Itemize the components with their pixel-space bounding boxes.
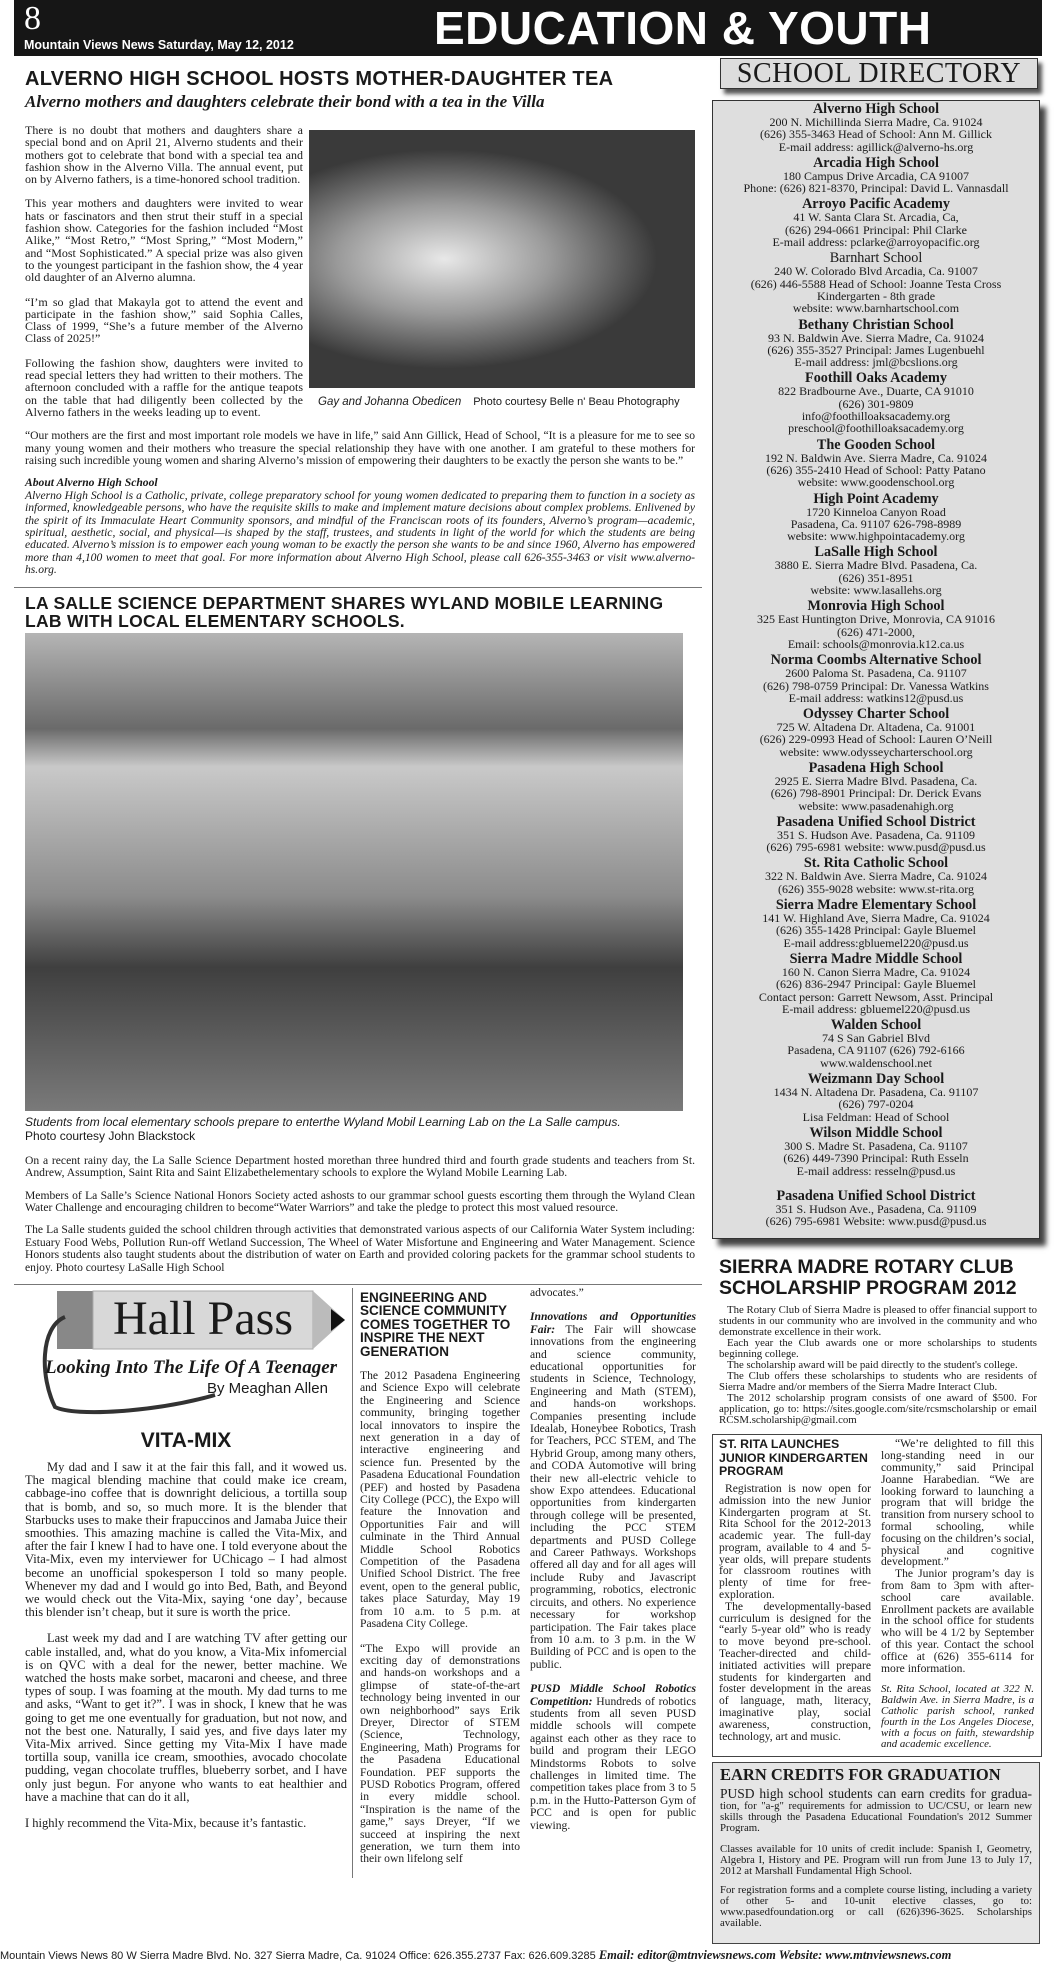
school-detail-line: (626) 355-2410 Head of School: Patty Patano bbox=[766, 462, 986, 477]
alverno-quote-block bbox=[25, 430, 695, 576]
school-detail-line: (626) 294-0661 Principal: Phil Clarke bbox=[785, 222, 967, 237]
directory-entry bbox=[713, 251, 1039, 314]
fair-text: The Fair will showcase innovations from the engineering and science community, educational opportunities for students in Science, Technology, Engineering and Math (STEM), and hands-on workshops. Companies presenting include Idealab, Honeybee Robotics, Trash for Teachers, PCC STEM, and The Hybrid Group, among many others, and CODA Automotive will bring their new all-electric vehicle to show Expo attendees. Educational opportunities from kindergarten through college will be presented, including the PCC STEM departments and PUSD College and Career Pathways. Workshops offered all day and for all ages will include Ruby and Javascript programming, robotics, electronic circuits, and others. No experience necessary for workshop participation. The Fair takes place from 10 a.m. to 3 p.m. in the W Building of PCC and is open to the public. bbox=[530, 1322, 696, 1671]
school-detail-line: E-mail address: agillick@alverno-hs.org bbox=[778, 139, 974, 154]
mobile-learning-lab-photo bbox=[25, 633, 683, 1111]
paragraph: Last week my dad and I are watching TV after getting our cable installed, and, what do you know, a Vita-Mix infomercial is on QVC with a deal for the newer, better machine. We watched the hosts make sorbet, macaroni and cheese, and three types of soup. I was foaming at the mouth. My dad turns to me and asks, “Want to get it?”. I was in shock, I knew that he was going to get me one eventually for graduation, but not now, and not the best one. Naturally, I said yes, and five days later my Vita-Mix arrived. Since getting my Vita-Mix I have made tortilla soup, vanilla ice cream, smoothies, avocado chocolate pudding, vegan chocolate truffles, blueberry sorbet, and I have only just begun. For anyone who wants to eat healthier and have a machine that can do it all, bbox=[25, 1631, 347, 1804]
school-name: Pasadena Unified School District bbox=[776, 1187, 976, 1204]
paragraph: This year mothers and daughters were invited to wear hats or fascinators and then strut their stuff in a special fashion show. Categories for the fashion included “Most Alike,” “Most Retro,” “Most Spring,” “Most Modern,” and “Most Sophisticated.” A special prize was also given to the youngest participant in the fashion show, the 4 year old daughter of an Alverno alumna. bbox=[25, 196, 303, 285]
paragraph: Each year the Club awards one or more scholarships to students beginning college. bbox=[719, 1337, 1037, 1361]
about-title: About Alverno High School bbox=[25, 476, 158, 490]
school-detail-line: 725 W. Altadena Dr. Altadena, Ca. 91001 bbox=[776, 720, 976, 735]
engineering-col1-text bbox=[360, 1370, 520, 1866]
hall-pass-logo bbox=[35, 1287, 345, 1417]
school-detail-line: 240 W. Colorado Blvd Arcadia, Ca. 91007 bbox=[774, 264, 978, 279]
school-detail-line: Kindergarten - 8th grade bbox=[816, 288, 936, 303]
photo-credit: Photo courtesy John Blackstock bbox=[25, 1128, 196, 1143]
school-detail-line: 325 East Huntington Drive, Monrovia, CA 91016 bbox=[757, 612, 995, 627]
paragraph: On a recent rainy day, the La Salle Science Department hosted morethan three hundred third and fourth grade students and teachers from St. Andrew, Assumption, Saint Rita and Saint Elizabethelementary schools to explore the Wyland Mobile Learning Lab. bbox=[25, 1153, 695, 1180]
school-detail-line: 41 W. Santa Clara St. Arcadia, Ca, bbox=[793, 210, 959, 225]
paragraph: The 2012 scholarship program consists of one award of $500. For application, go to: https://sites.google.com/site/rcsmscholarship or email RCSM.scholarship@gmail.com bbox=[719, 1392, 1037, 1427]
school-detail-line: Pasadena, CA 91107 (626) 792-6166 bbox=[787, 1043, 965, 1058]
school-detail-line: website: www.barnhartschool.com bbox=[792, 301, 960, 316]
st-rita-col1 bbox=[719, 1438, 871, 1750]
school-detail-line: 3880 E. Sierra Madre Blvd. Pasadena, Ca. bbox=[774, 558, 978, 573]
robotics-text: Hundreds of robotics students from all seven PUSD middle schools will compete against each other as they race to build and program their LEGO Mindstorms Robots to solve challenges in limited time. The competition takes place from 3 to 5 p.m. in the Hutto-Patterson Gym of PCC and is open for public viewing. bbox=[530, 1694, 696, 1832]
directory-entry bbox=[713, 1018, 1039, 1069]
school-detail-line: (626) 795-6981 website: www.pusd@pusd.us bbox=[766, 840, 986, 855]
paragraph: Following the fashion show, daughters were invited to read special letters they had written to their mothers. The afternoon concluded with a raffle for the antique teapots on the table that had diligently been collected by the Alverno fathers in the weeks leading up to event. bbox=[25, 355, 303, 419]
st-rita-box bbox=[712, 1434, 1042, 1757]
directory-entry bbox=[713, 952, 1039, 1015]
directory-entry bbox=[713, 1126, 1039, 1177]
paragraph: “I’m so glad that Makayla got to attend the event and participate in the fashion show,” said Sophia Calles, Class of 1999, “She’s a future member of the Alverno Class of 2025!” bbox=[25, 294, 303, 346]
credits-lead-big: PUSD high school students can earn credits for gradua- bbox=[720, 1786, 1032, 1802]
lasalle-headline: LA SALLE SCIENCE DEPARTMENT SHARES WYLAND MOBILE LEARNING LAB WITH LOCAL ELEMENTARY SCHOOLS. bbox=[25, 592, 664, 631]
rotary-body bbox=[719, 1305, 1037, 1426]
vita-mix-body bbox=[25, 1461, 347, 1830]
school-detail-line: preschool@foothilloaksacademy.org bbox=[788, 421, 964, 436]
directory-entry bbox=[713, 815, 1039, 854]
logo-tagline: Looking Into The Life Of A Teenager bbox=[45, 1356, 338, 1378]
school-detail-line: 93 N. Baldwin Ave. Sierra Madre, Ca. 91024 bbox=[767, 330, 985, 345]
school-name: Pasadena Unified School District bbox=[776, 813, 976, 830]
alverno-top-row bbox=[25, 124, 697, 430]
directory-entry bbox=[713, 102, 1039, 153]
byline: By Meaghan Allen bbox=[207, 1379, 328, 1397]
directory-entry bbox=[713, 371, 1039, 434]
school-name: Weizmann Day School bbox=[807, 1071, 945, 1088]
school-detail-line: Lisa Feldman: Head of School bbox=[802, 1109, 950, 1124]
directory-entry bbox=[713, 653, 1039, 704]
paragraph: “The Expo will provide an exciting day of demonstrations and hands-on workshops and a glimpse of state-of-the-art technology being invented in our own neighborhood” says Erik Dreyer, Director of STEM (Science, Technology, Engineering, Math) Programs for the Pasadena Educational Foundation. PEF supports the PUSD Robotics Program, offered in every middle school. “Inspiration is the name of the game,” says Dreyer, “If we succeed at inspiring the next generation, we turn them into their own lifelong self bbox=[360, 1641, 520, 1866]
school-detail-line: (626) 449-7390 Principal: Ruth Esseln bbox=[783, 1151, 969, 1166]
school-detail-line: info@foothilloaksacademy.org bbox=[801, 409, 951, 424]
paragraph: The scholarship award will be paid directly to the student's college. bbox=[727, 1359, 1018, 1372]
fair-title: Innovations and Opportunities Fair: bbox=[530, 1310, 696, 1336]
school-detail-line: 2925 E. Sierra Madre Blvd. Pasadena, Ca. bbox=[774, 773, 978, 788]
lasalle-photo-caption bbox=[25, 1115, 695, 1143]
st-rita-col2 bbox=[881, 1438, 1034, 1750]
paragraph: I highly recommend the Vita-Mix, because it’s fantastic. bbox=[25, 1816, 307, 1831]
engineering-headline: ENGINEERING AND SCIENCE COMMUNITY COMES TOGETHER TO INSPIRE THE NEXT GENERATION bbox=[360, 1289, 511, 1359]
school-detail-line: (626) 301-9809 bbox=[838, 396, 914, 411]
paragraph: The 2012 Pasadena Engineering and Science Expo will celebrate the Engineering and Science community, bringing together local innovators to inspire the next generation in a day of interactive engineering and science fun. Presented by the Pasadena Educational Foundation (PEF) and hosted by Pasadena City College (PCC), the Expo will feature the Innovation and Opportunities Fair and will culminate in the Third Annual Middle School Robotics Competition of the Pasadena Unified School District. The free event, open to the general public, takes place Saturday, May 19 from 10 a.m. to 5 p.m. at Pasadena City College. bbox=[360, 1368, 520, 1631]
directory-entry bbox=[713, 856, 1039, 895]
directory-entry bbox=[713, 318, 1039, 369]
credits-headline: EARN CREDITS FOR GRADUATION bbox=[720, 1765, 1001, 1785]
school-name: Norma Coombs Alternative School bbox=[770, 652, 982, 669]
directory-entry bbox=[713, 438, 1039, 489]
school-detail-line: (626) 229-0993 Head of School: Lauren O’Neill bbox=[759, 732, 993, 747]
robotics-paragraph bbox=[530, 1683, 696, 1832]
school-detail-line: 200 N. Michillinda Sierra Madre, Ca. 91024 bbox=[769, 115, 983, 129]
school-detail-line: (626) 798-8901 Principal: Dr. Derick Evans bbox=[770, 786, 982, 801]
school-name: Walden School bbox=[830, 1017, 922, 1034]
st-rita-col1-text bbox=[719, 1483, 871, 1743]
school-name: The Gooden School bbox=[816, 436, 936, 453]
caption-text: Students from local elementary schools prepare to enterthe Wyland Mobil Learning Lab on the La Salle campus. bbox=[25, 1114, 621, 1129]
school-name: St. Rita Catholic School bbox=[803, 855, 949, 872]
school-name: High Point Academy bbox=[813, 490, 939, 507]
school-detail-line: Pasadena, Ca. 91107 626-798-8989 bbox=[790, 516, 962, 531]
school-detail-line: website: www.pasadenahigh.org bbox=[798, 798, 954, 813]
school-detail-line: 351 S. Hudson Ave., Pasadena, Ca. 91109 bbox=[775, 1201, 977, 1216]
paragraph: Classes available for 10 units of credit include: Spanish I, Geometry, Algebra I, History and PE. Program will run from June 13 to July 17, 2012 at Marshall Fundamental High School. bbox=[720, 1843, 1032, 1878]
school-detail-line: 300 S. Madre St. Pasadena, Ca. 91107 bbox=[784, 1138, 968, 1153]
directory-entry bbox=[713, 156, 1039, 195]
school-detail-line: 1720 Kinneloa Canyon Road bbox=[806, 504, 946, 519]
st-rita-headline: ST. RITA LAUNCHES JUNIOR KINDERGARTEN PROGRAM bbox=[719, 1437, 868, 1479]
school-detail-line: E-mail address: pclarke@arroyopacific.org bbox=[772, 235, 980, 250]
school-name: Arroyo Pacific Academy bbox=[802, 196, 950, 213]
masthead bbox=[14, 0, 1042, 56]
robotics-title: PUSD Middle School Robotics Competition: bbox=[530, 1682, 696, 1708]
school-detail-line: website: www.lasallehs.org bbox=[810, 583, 942, 598]
school-directory-label: SCHOOL DIRECTORY bbox=[720, 58, 1038, 89]
school-detail-line: (626) 797-0204 bbox=[838, 1097, 914, 1112]
directory-entry bbox=[713, 898, 1039, 949]
school-name: Odyssey Charter School bbox=[802, 706, 950, 723]
school-detail-line: 322 N. Baldwin Ave. Sierra Madre, Ca. 91024 bbox=[764, 869, 988, 884]
directory-entry bbox=[713, 1072, 1039, 1123]
school-detail-line: (626) 471-2000, bbox=[837, 624, 915, 639]
school-detail-line: www.waldenschool.net bbox=[820, 1055, 932, 1070]
school-detail-line: Email: schools@monrovia.k12.ca.us bbox=[787, 636, 965, 651]
school-name: Arcadia High School bbox=[813, 154, 939, 171]
engineering-col1 bbox=[360, 1285, 520, 1878]
earn-credits-box bbox=[712, 1762, 1040, 1944]
school-name: Monrovia High School bbox=[807, 598, 945, 615]
paragraph: The Club offers these scholarships to students who are residents of Sierra Madre and/or members of the Sierra Madre Interact Club. bbox=[719, 1370, 1037, 1394]
school-detail-line: 1434 N. Altadena Dr. Pasadena, Ca. 91107 bbox=[773, 1085, 979, 1100]
school-detail-line: E-mail address: watkins12@pusd.us bbox=[788, 690, 964, 705]
school-name: Wilson Middle School bbox=[809, 1124, 943, 1141]
school-detail-line: 2600 Paloma St. Pasadena, Ca. 91107 bbox=[785, 666, 967, 681]
directory-entry bbox=[713, 545, 1039, 596]
alverno-headline: ALVERNO HIGH SCHOOL HOSTS MOTHER-DAUGHTER TEA bbox=[25, 68, 614, 90]
paper-date: Mountain Views News Saturday, May 12, 2012 bbox=[24, 38, 294, 52]
school-name: LaSalle High School bbox=[814, 544, 938, 561]
school-detail-line: 180 Campus Drive Arcadia, CA 91007 bbox=[783, 168, 969, 183]
school-detail-line: 74 S San Gabriel Blvd bbox=[822, 1031, 930, 1046]
school-detail-line: website: www.highpointacademy.org bbox=[787, 529, 965, 544]
fair-paragraph bbox=[530, 1311, 696, 1671]
school-detail-line: (626) 355-3527 Principal: James Lugenbuehl bbox=[767, 342, 985, 357]
school-detail-line: (626) 355-1428 Principal: Gayle Bluemel bbox=[776, 923, 976, 938]
school-detail-line: Contact person: Garrett Newsom, Asst. Principal bbox=[758, 989, 994, 1004]
credits-lead bbox=[720, 1787, 1032, 1834]
school-detail-line: 192 N. Baldwin Ave. Sierra Madre, Ca. 91024 bbox=[764, 450, 988, 465]
school-name: Sierra Madre Middle School bbox=[789, 950, 963, 967]
paragraph: The Junior program’s day is from 8am to 3pm with after-school care available. Enrollment packets are available in the school office for students who will be 4 1/2 by September of this year. Contact the school office at (626) 355-6114 for more information. bbox=[881, 1567, 1034, 1675]
alverno-quote: “Our mothers are the first and most important role models we have in life,” said Ann Gillick, Head of School, “It is a pleasure for me to see so many young women and their mothers who treasure the special relationship they have with one another. I am grateful to these mothers for raising such incredible young women and sharing Alverno’s mission of empowering their daughters to be exactly the person she wants to be.” bbox=[25, 429, 695, 468]
st-rita-col2-text bbox=[881, 1438, 1034, 1674]
school-detail-line: E-mail address: jml@bcslions.org bbox=[794, 355, 958, 370]
school-detail-line: website: www.goodenschool.org bbox=[797, 475, 955, 490]
alverno-photo-block bbox=[309, 130, 695, 430]
school-detail-line: 351 S. Hudson Ave. Pasadena, Ca. 91109 bbox=[777, 827, 975, 842]
paragraph: “We’re delighted to fill this long-standing need in our community,” said Principal Joanne Harabedian. “We are looking forward to launching a program that will bridge the transition from nursery school to formal schooling, while focusing on the children’s social, physical and cognitive development.” bbox=[881, 1437, 1034, 1569]
paragraph: Members of La Salle’s Science National Honors Society acted ashosts to our grammar school guests escorting them through the Wyland Clean Water Challenge and encouraging children to become“Water Warriors” and take the pledge to protect this most valued resource. bbox=[25, 1188, 695, 1214]
school-name: Sierra Madre Elementary School bbox=[775, 897, 977, 914]
directory-entry bbox=[713, 707, 1039, 758]
directory-entry bbox=[713, 492, 1039, 543]
school-directory bbox=[712, 100, 1040, 1239]
school-detail-line: E-mail address: resseln@pusd.us bbox=[796, 1163, 956, 1178]
right-column bbox=[712, 100, 1042, 1944]
lasalle-body bbox=[25, 1155, 695, 1274]
paragraph: The La Salle students guided the school children through activities that demonstrated various aspects of our California Water System including: Estuary Food Webs, Pollution Run-off Wetland Succession, The Wheel of Water Misfortune and Engineering and Water Management. Science Honors students also taught students about the distribution of water on Earth and provided coloring packets for the grammar school students to enjoy. Photo courtesy LaSalle High School bbox=[25, 1223, 695, 1274]
directory-entry bbox=[713, 1189, 1039, 1228]
school-detail-line: (626) 795-6981 Website: www.pusd@pusd.us bbox=[765, 1214, 987, 1229]
about-text: Alverno High School is a Catholic, private, college preparatory school for young women dedicated to preparing them to function in a society as informed, knowledgeable persons, who have the requisite skills to make and implement mature decisions about complex problems. Enlivened by the spirit of its Immaculate Heart Community sponsors, and mindful of the Franciscan roots of its founders, Alverno’s program—academic, spiritual, aesthetic, social, and physical—is shaped by the staff, trustees, and students in light of the world for which the students are being educated. Alverno’s mission is to empower each young woman to be exactly the person she wants to be and since 1960, Alverno has empowered more than 4,100 women to meet that goal. For more information about Alverno High School, please call 626-355-3463 or visit www.alverno-hs.org. bbox=[25, 488, 695, 577]
st-rita-about: St. Rita School, located at 322 N. Baldwin Ave. in Sierra Madre, is a Catholic parish school, ranked fourth in the Los Angeles Diocese, with a focus on faith, stewardship and academic excellence. bbox=[881, 1683, 1034, 1751]
divider bbox=[14, 587, 702, 588]
school-detail-line: E-mail address:gbluemel220@pusd.us bbox=[783, 935, 969, 950]
directory-entry bbox=[713, 197, 1039, 248]
school-detail-line: (626) 355-3463 Head of School: Ann M. Gillick bbox=[760, 127, 992, 142]
footer bbox=[0, 1948, 1056, 1963]
paragraph: The Rotary Club of Sierra Madre is pleased to offer financial support to students in our community who are involved in the community and who demonstrate excellence in their work. bbox=[719, 1304, 1037, 1339]
school-name: Bethany Christian School bbox=[798, 316, 954, 333]
directory-entry bbox=[713, 599, 1039, 650]
school-detail-line: 141 W. Highland Ave, Sierra Madre, Ca. 91024 bbox=[762, 911, 990, 926]
paragraph: advocates.” bbox=[530, 1285, 584, 1299]
caption-text: Gay and Johanna Obedicen bbox=[318, 396, 462, 408]
school-detail-line: (626) 798-0759 Principal: Dr. Vanessa Watkins bbox=[763, 678, 989, 693]
page-number: 8 bbox=[24, 0, 41, 37]
footer-contact: Email: editor@mtnviewsnews.com Website: www.mtnviewsnews.com bbox=[598, 1948, 952, 1962]
logo-title: Hall Pass bbox=[113, 1291, 293, 1345]
alverno-subhead: Alverno mothers and daughters celebrate their bond with a tea in the Villa bbox=[25, 92, 545, 111]
engineering-col2 bbox=[530, 1285, 696, 1878]
directory-entry bbox=[713, 761, 1039, 812]
paragraph: My dad and I saw it at the fair this fall, and it wowed us. The magical blending machine that could make ice cream, cabbage-ino coffee that is downright delicious, a tortilla soup that is bomb, and so, so much more. It is the blender that Starbucks uses to make their frapuccinos and Jamaba Juice their smoothies. This amazing machine is called the Vita-Mix, and after the fair I knew I had to have one. I told everyone about the Vita-Mix, even my interviewer for UChicago – I had almost become an unofficial spokesperson I told so many people. Whenever my dad and I would go into Bed, Bath, and Beyond we would check out the Vita-Mix, saying ‘one day’, because this blender isn’t cheap, but it sure is worth the price. bbox=[25, 1459, 347, 1620]
photo-credit: Photo courtesy Belle n' Beau Photography bbox=[473, 396, 680, 408]
school-name: Alverno High School bbox=[812, 101, 940, 117]
school-detail-line: Phone: (626) 821-8370, Principal: David L. Vannasdall bbox=[743, 181, 1009, 196]
paragraph: There is no doubt that mothers and daughters share a special bond and on April 21, Alverno students and their mothers got to celebrate that bond with a special tea and fashion show in the Alverno Villa. The annual event, put on by Alverno fathers, is a time-honored school tradition. bbox=[25, 123, 303, 187]
section-title: EDUCATION & YOUTH bbox=[434, 2, 932, 54]
school-detail-line: (626) 446-5588 Head of School: Joanne Testa Cross bbox=[750, 276, 1002, 291]
paragraph: Registration is now open for admission into the new Junior Kindergarten program at St. Rita School for the 2012-2013 academic year. The full-day program, available to 4 and 5-year olds, will prepare students for classroom routines with plenty of time for free-exploration. bbox=[719, 1481, 871, 1602]
left-column bbox=[25, 68, 697, 1878]
column-divider bbox=[352, 1288, 353, 1878]
paragraph: The developmentally-based curriculum is designed for the “early 5-year old” who is ready to move beyond pre-school. Teacher-directed and child-initiated activities will prepare students for kindergarten and foster development in the areas of language, math, literacy, imaginative play, social awareness, construction, technology, art and music. bbox=[719, 1599, 871, 1743]
school-detail-line: website: www.odysseycharterschool.org bbox=[779, 744, 973, 759]
school-detail-line: (626) 836-2947 Principal: Gayle Bluemel bbox=[776, 977, 976, 992]
mother-daughter-photo bbox=[309, 130, 695, 388]
school-name: Foothill Oaks Academy bbox=[805, 370, 947, 387]
rotary-headline: SIERRA MADRE ROTARY CLUB SCHOLARSHIP PROGRAM 2012 bbox=[719, 1256, 1017, 1300]
hall-pass-column bbox=[25, 1285, 347, 1878]
paragraph: For registration forms and a complete course listing, including a variety of other 5- and 10-unit elective classes, go to: www.pasedfoundation.org or call (626)396-3625. Scholarships available. bbox=[720, 1884, 1032, 1930]
vita-mix-headline: VITA-MIX bbox=[140, 1428, 232, 1452]
credits-lead-rest: tion, for "a-g" requirements for admission to UC/CSU, or learn new skills through the Pasadena Educational Foundation's 2012 Summer Program. bbox=[720, 1800, 1032, 1835]
school-name: Barnhart School bbox=[829, 250, 923, 267]
school-name: Pasadena High School bbox=[808, 759, 944, 776]
school-detail-line: E-mail address: gbluemel220@pusd.us bbox=[781, 1001, 971, 1016]
school-detail-line: (626) 351-8951 bbox=[838, 570, 914, 585]
footer-address: Mountain Views News 80 W Sierra Madre Blvd. No. 327 Sierra Madre, Ca. 91024 Office: 626.355.2737 Fax: 626.609.3285 bbox=[0, 1950, 596, 1962]
school-detail-line: 822 Bradbourne Ave., Duarte, CA 91010 bbox=[778, 384, 974, 399]
school-detail-line: (626) 355-9028 website: www.st-rita.org bbox=[778, 881, 974, 896]
school-detail-line: 160 N. Canon Sierra Madre, Ca. 91024 bbox=[781, 964, 971, 979]
credits-body bbox=[720, 1844, 1032, 1929]
bottom-row bbox=[25, 1285, 697, 1878]
alverno-photo-caption bbox=[318, 392, 695, 410]
alverno-body bbox=[25, 124, 303, 430]
